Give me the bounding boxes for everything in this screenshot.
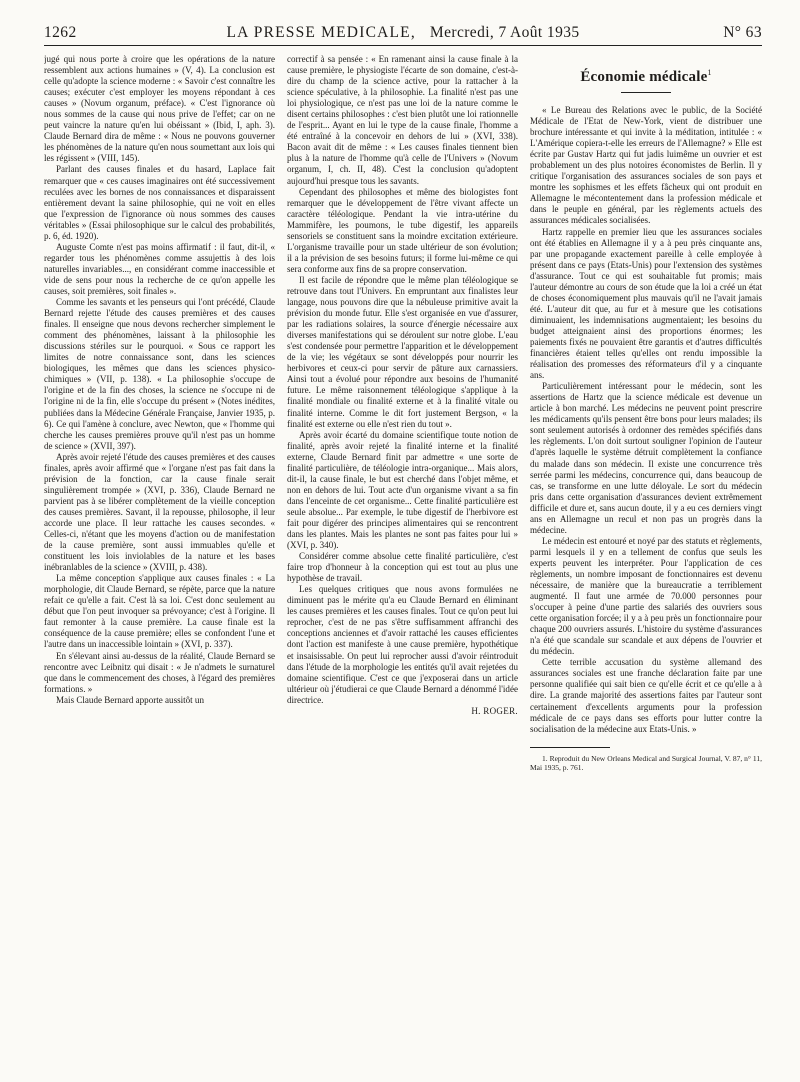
footnote: 1. Reproduit du New Orleans Medical and Surgical Journal, V. 87, n° 11, Mai 1935, p. 761. bbox=[530, 753, 762, 773]
paragraph: Auguste Comte n'est pas moins affirmatif : il faut, dit-il, « regarder tous les phénomènes comme assujettis à des lois naturelles invariables..., en considérant comme inaccessible et vide de sens pour nous la recherche de ce qu'on appelle les causes, soit premières, soit finales ». bbox=[44, 241, 275, 296]
section-title-text: Économie médicale bbox=[580, 69, 708, 85]
paragraph: Le médecin est entouré et noyé par des statuts et règlements, parmi lesquels il y en a tellement de confus que seuls les experts peuvent les interpréter. Pour l'application de ces règlements, un nombre imposant de fonctionnaires est devenu nécessaire, de manière que la bureaucratie a terriblement augmenté. Il faut une armée de 70.000 personnes pour s'occuper à peine d'une partie des salariés des ouvriers sous cette organisation forcée; il y a à peu près un fonctionnaire pour chaque 200 ouvriers assurés. L'histoire du système d'assurances n'a été que scandale sur scandale et aux dépens de l'ouvrier et du médecin. bbox=[530, 535, 762, 657]
issue-date: Mercredi, 7 Août 1935 bbox=[429, 24, 580, 41]
paragraph: La même conception s'applique aux causes finales : « La morphologie, dit Claude Bernard, se répète, parce que la nature refait ce qu'elle a fait. C'est là sa loi. C'est donc seulement au début que l'on peut invoquer sa prévoyance; c'est à l'origine. Il faut remonter à la cause première. La cause finale est la conséquence de la cause première; elles se confondent l'une et l'autre dans un inaccessible lointain » (XVI, p. 337). bbox=[44, 573, 275, 650]
footnote-marker: 1 bbox=[707, 68, 712, 77]
page-header bbox=[44, 20, 762, 44]
paragraph: Après avoir écarté du domaine scientifique toute notion de finalité, après avoir rejeté la finalité interne et la finalité externe, Claude Bernard finit par admettre « une sorte de finalité particulière, de téléologie intra-organique... Mais alors, dit-il, la cause finale, le but est cherché dans l'objet même, et non en dehors de lui. Tout acte d'un organisme vivant a sa fin dans l'enceinte de cet organisme... Cette finalité particulière est seule absolue... Par exemple, le tube digestif de l'herbivore est fait pour digérer des principes alimentaires qui se rencontrent dans les plantes. Mais les plantes ne sont pas faites pour lui » (XVI, p. 340). bbox=[287, 429, 518, 551]
paragraph: Mais Claude Bernard apporte aussitôt un bbox=[56, 694, 204, 705]
journal-name: LA PRESSE MEDICALE, bbox=[226, 24, 416, 41]
page-number: 1262 bbox=[44, 24, 77, 41]
column-2 bbox=[287, 54, 518, 1064]
author-signature: H. ROGER. bbox=[471, 705, 518, 716]
paragraph: correctif à sa pensée : « En ramenant ainsi la cause finale à la cause première, le physiogiste l'écarte de son domaine, c'est-à-dire du champ de la science active, pour la rattacher à la science spéculative, à la philosophie. La finalité n'est pas une loi physiologique, ce n'est pas une loi de la nature comme le disent certains philosophes : c'est bien plutôt une loi rationnelle de l'esprit... Ayant en lui le type de la cause finale, l'homme a été entraîné à la concevoir en dehors de lui » (XVI, 338). Bacon avait dit de même : « Les causes finales tiennent bien plus à la nature de l'homme qu'à celle de l'Univers » (Novum organum, I, ch. II, 48). C'est la conclusion qu'adoptent aujourd'hui presque tous les savants. bbox=[287, 54, 518, 186]
footnote-rule bbox=[530, 747, 610, 748]
paragraph: Il est facile de répondre que le même plan téléologique se retrouve dans tout l'Univers. En empruntant aux finalistes leur langage, nous pouvons dire que la nébuleuse primitive avait la prévision du monde futur. Elle s'est organisée en vue d'assurer, par les radiations solaires, la source d'énergie nécessaire aux diverses manifestations qui se déroulent sur notre globe. L'eau s'est condensée pour permettre l'apparition et le développement de la vie; les végétaux se sont développés pour nourrir les herbivores et ceux-ci pour servir de pâture aux carnassiers. Ainsi tout a évolué pour répondre aux besoins de l'humanité future. Le même raisonnement téléologique s'applique à la finalité mondiale ou finalité externe et à la finalité vitale ou finalité interne. Comme le dit fort justement Bergson, « la finalité est externe ou elle n'est rien du tout ». bbox=[287, 274, 518, 429]
paragraph: Après avoir rejeté l'étude des causes premières et des causes finales, après avoir affirmé que « l'organe n'est pas fait dans la prévision de la fonction, car la cause finale serait singulièrement trompée » (XVI, p. 336), Claude Bernard ne parvient pas à se libérer complètement de la vieille conception des causes premières. Savant, il la repousse, philosophe, il leur accorde une place. Il leur rattache les causes secondes. « Celles-ci, n'étant que les moyens d'action ou de manifestation de la cause première, sont aussi immuables qu'elle et constituent les lois inviolables de la nature et les bases inébranlables de la science » (XVIII, p. 438). bbox=[44, 451, 275, 573]
paragraph: Cependant des philosophes et même des biologistes font remarquer que le développement de l'être vivant affecte un caractère téléologique. Pendant la vie intra-utérine du Mammifère, les poumons, le tube digestif, les appareils sensoriels se constituent sans la moindre excitation extérieure. L'organisme travaille pour un stade ultérieur de son évolution; il a la prévision de ses besoins futurs; il forme lui-même ce qui sera conforme aux fins de sa propre conservation. bbox=[287, 186, 518, 274]
paragraph: Hartz rappelle en premier lieu que les assurances sociales ont été établies en Allemagne il y a à peu près cinquante ans, par une propagande exactement pareille à celle employée à présent dans ce pays (Etats-Unis) pour l'extension des systèmes d'assurance. Tout ce qui est souhaitable fut promis; mais l'auteur démontre au cours de son étude que la loi a créé un état de choses économiquement plus mauvais qu'il ne l'avait jamais été. L'auteur dit que, au fur et à mesure que les cotisations diminuaient, les indemnisations augmentaient; les besoins du budget atteignaient ainsi des proportions énormes; les paiements fixés ne pouvaient être garantis et d'autres difficultés financières étaient telles qu'elles ont rendu impossible la réalisation des promesses des réformateurs d'il y a cinquante ans. bbox=[530, 226, 762, 381]
issue-number: N° 63 bbox=[723, 24, 762, 41]
paragraph: Particulièrement intéressant pour le médecin, sont les assertions de Hartz que la science médicale est devenue un article à bon marché. Les médecins ne peuvent point prescrire les médicaments qu'ils pensent être bons pour leurs malades; ils sont seulement autorisés à ordonner des remèdes spécifiés dans les règlements. L'on doit surtout souligner l'opinion de l'auteur d'après laquelle le système détruit complètement la confiance du malade dans son médecin. Il existe une concurrence très serrée parmi les médecins, concurrence qui, dans beaucoup de cas, se transforme en une lutte déloyale. Le sort du médecin pris dans cette organisation d'assurances devient extrêmement difficile et dure et, sans aucun doute, il y a eu ces derniers vingt ans en Allemagne un recul et non pas un progrès dans la médecine. bbox=[530, 381, 762, 535]
column-1 bbox=[44, 54, 275, 1064]
paragraph: Cette terrible accusation du système allemand des assurances sociales est une franche déclaration faite par une personne qualifiée qui sait bien ce qu'elle écrit et ce qu'elle a à dire. La grande majorité des assertions faites par l'auteur sont certainement d'excellents arguments pour la profession médicale de ce pays dans ses efforts pour lutter contre la socialisation de la médecine aux Etats-Unis. » bbox=[530, 657, 762, 734]
section-title bbox=[530, 64, 762, 86]
paragraph: jugé qui nous porte à croire que les opérations de la nature ressemblent aux actions humaines » (V, 4). La conclusion est celle qu'adopte la science moderne : « Savoir c'est connaître les causes; exécuter c'est employer les moyens répondant à ces causes » (Novum organum, préface). « C'est l'ignorance où nous sommes de la cause qui nous prive de l'effet; car on ne peut vaincre la nature qu'en lui obéissant » (Ibid, I, aph. 3). Claude Bernard dira de même : « Nous ne pouvons gouverner les phénomènes de la nature qu'en nous soumettant aux lois qui les régissent » (VIII, 145). bbox=[44, 54, 275, 164]
paragraph: Parlant des causes finales et du hasard, Laplace fait remarquer que « ces causes imaginaires ont été successivement reculées avec les bornes de nos connaissances et disparaissent entièrement devant la saine philosophie, qui ne voit en elles que l'expression de l'ignorance où nous sommes des causes véritables » (Essai philosophique sur le calcul des probabilités, p. 6, éd. 1920). bbox=[44, 164, 275, 241]
paragraph: Les quelques critiques que nous avons formulées ne diminuent pas le mérite qu'a eu Claude Bernard en éliminant les causes premières et les causes finales. Tout ce qu'on peut lui reprocher, c'est de ne pas s'être suffisamment affranchi des conceptions anciennes et d'avoir rattaché les causes efficientes dont l'action est manifeste à une cause première, hypothétique et insaisissable. On peut lui reprocher aussi d'avoir réintroduit dans l'étude de la morphologie les entités qu'il avait rejetées du domaine scientifique. C'est ce que j'exposerai dans un article ultérieur où j'étudierai ce que Claude Bernard a dénommé l'idée directrice. bbox=[287, 584, 518, 705]
paragraph: En s'élevant ainsi au-dessus de la réalité, Claude Bernard se rencontre avec Leibnitz qui disait : « Je n'admets le surnaturel que dans le commencement des choses, à l'égard des premières formations. » bbox=[44, 650, 275, 694]
column-3 bbox=[530, 54, 762, 1064]
paragraph: Comme les savants et les penseurs qui l'ont précédé, Claude Bernard rejette l'étude des causes premières et des causes finales. Il enseigne que nous devons rechercher simplement le comment des phénomènes, laissant à la philosophie les discussions stériles sur le pourquoi. « Sous ce rapport les limites de notre connaissance sont, dans les sciences biologiques, les mêmes que dans les sciences physico-chimiques » (VII, p. 138). « La philosophie s'occupe de l'origine et de la fin des choses, la science ne s'occupe ni de l'origine ni de la fin, elle s'occupe du présent » (Notes inédites, publiées dans la Médecine Générale Française, Janvier 1935, p. 6). Ce qui l'amène à conclure, avec Newton, que « l'homme qui cherche les causes premières prouve qu'il n'est pas un homme de science » (XVII, 397). bbox=[44, 297, 275, 451]
running-title bbox=[44, 24, 762, 42]
paragraph: « Le Bureau des Relations avec le public, de la Société Médicale de l'Etat de New-York, vient de distribuer une brochure intéressante et qui invite à la méditation, intitulée : « L'Amérique copiera-t-elle les erreurs de l'Allemagne? » Elle est écrite par Gustav Hartz qui fut jadis luimême un ouvrier et est probablement un des plus notoires économistes de Berlin. Il y critique l'organisation des assurances sociales de son pays et montre les sophismes et les effets fâcheux qui ont produit en Allemagne le mécontentement dans la profession médicale et dans le peuple en général, par les règlements actuels des assurances médicales socialisées. bbox=[530, 105, 762, 226]
header-rule bbox=[44, 45, 762, 46]
paragraph: Considérer comme absolue cette finalité particulière, c'est faire trop d'honneur à la conception qui est tout au plus une hypothèse de travail. bbox=[287, 551, 518, 584]
section-rule bbox=[621, 92, 671, 93]
